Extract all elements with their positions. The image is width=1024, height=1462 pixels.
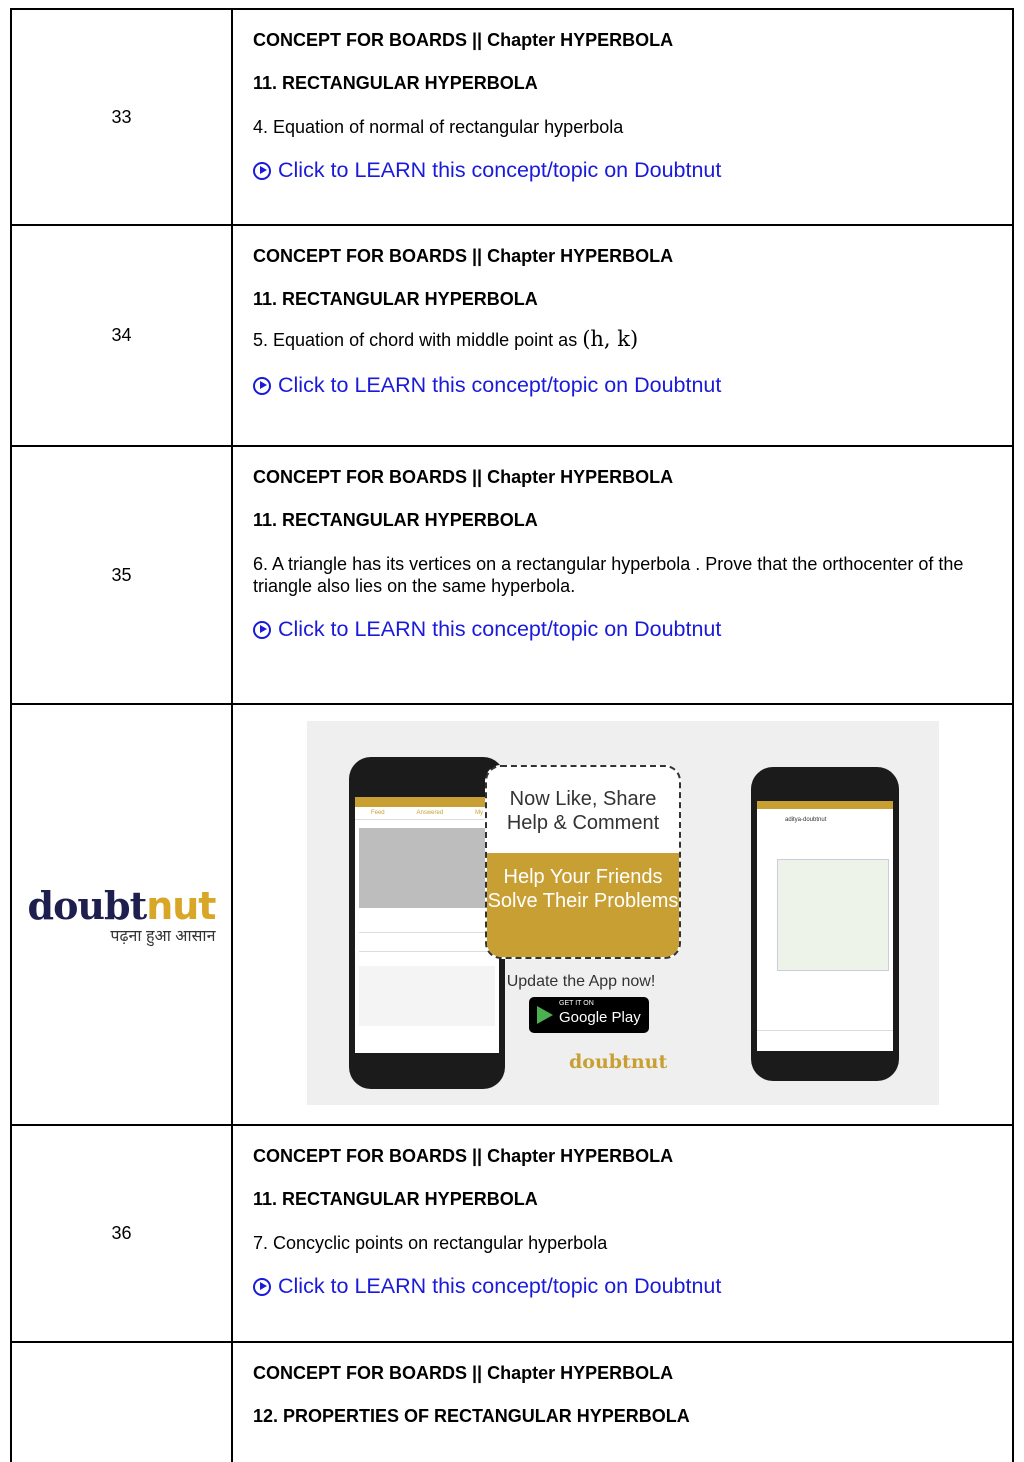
concept-heading: CONCEPT FOR BOARDS || Chapter HYPERBOLA: [253, 467, 674, 487]
question-text: [253, 328, 1012, 351]
concept-heading: CONCEPT FOR BOARDS || Chapter HYPERBOLA: [253, 246, 674, 266]
question-text-body: 5. Equation of chord with middle point as: [253, 330, 578, 350]
google-play-button[interactable]: [529, 997, 649, 1033]
chat-image: [777, 859, 889, 971]
logo-wordmark: [28, 883, 216, 928]
row-content: [232, 225, 1013, 446]
table-row: [11, 1342, 1013, 1462]
learn-link[interactable]: [253, 617, 1012, 642]
play-circle-icon: [253, 162, 271, 180]
tab-my[interactable]: My: [475, 810, 484, 816]
question-image: [359, 828, 495, 908]
table-row: [11, 1125, 1013, 1342]
learn-link-text[interactable]: Click to LEARN this concept/topic on Doubtnut: [278, 617, 722, 641]
question-text: 7. Concyclic points on rectangular hyperbola: [253, 1233, 608, 1253]
table-row: [11, 9, 1013, 225]
topic-heading: 11. RECTANGULAR HYPERBOLA: [253, 1189, 538, 1209]
row-number: 35: [11, 446, 232, 704]
feed-tabs: [355, 807, 499, 820]
tab-answered[interactable]: Answered: [416, 810, 444, 816]
row-number: 33: [11, 9, 232, 225]
row-content: [232, 446, 1013, 704]
row-number: 34: [11, 225, 232, 446]
phone-screen: [355, 797, 499, 1053]
doubtnut-logo: [28, 883, 216, 946]
concept-table: [10, 8, 1014, 1462]
topic-heading: 11. RECTANGULAR HYPERBOLA: [253, 73, 538, 93]
play-circle-icon: [253, 1278, 271, 1296]
banner-brand-logo: doubtnut: [569, 1051, 668, 1073]
learn-link[interactable]: [253, 1274, 1012, 1299]
row-number-cell: [11, 1342, 232, 1462]
topic-heading: 11. RECTANGULAR HYPERBOLA: [253, 510, 538, 530]
row-content: [232, 1342, 1013, 1462]
topic-heading: 11. RECTANGULAR HYPERBOLA: [253, 289, 538, 309]
concept-heading: CONCEPT FOR BOARDS || Chapter HYPERBOLA: [253, 1363, 674, 1383]
phone-mockup-right: [751, 767, 899, 1081]
learn-link-text[interactable]: Click to LEARN this concept/topic on Doubtnut: [278, 1274, 722, 1298]
table-row: [11, 225, 1013, 446]
status-bar: [355, 797, 499, 807]
google-play-icon: [537, 1006, 553, 1024]
learn-link-text[interactable]: Click to LEARN this concept/topic on Doubtnut: [278, 158, 722, 182]
promo-card-bottom: Help Your Friends Solve Their Problems: [487, 853, 679, 957]
status-bar: [757, 801, 893, 809]
logo-wordmark-doubt: doubt: [27, 883, 147, 928]
math-expression: (h, k): [582, 327, 639, 351]
learn-link[interactable]: [253, 373, 1012, 398]
comment-input[interactable]: [757, 1030, 893, 1045]
ad-cell: [232, 704, 1013, 1125]
tab-feed[interactable]: Feed: [370, 810, 385, 816]
app-promo-banner[interactable]: [307, 721, 939, 1105]
phone-mockup-left: [349, 757, 505, 1089]
concept-heading: CONCEPT FOR BOARDS || Chapter HYPERBOLA: [253, 1146, 674, 1166]
logo-cell: [11, 704, 232, 1125]
row-content: [232, 9, 1013, 225]
ad-row: [11, 704, 1013, 1125]
promo-card: [485, 765, 681, 959]
play-circle-icon: [253, 621, 271, 639]
action-bar: [359, 932, 495, 952]
feed-card: [359, 966, 495, 1026]
concept-heading: CONCEPT FOR BOARDS || Chapter HYPERBOLA: [253, 30, 674, 50]
topic-heading: 12. PROPERTIES OF RECTANGULAR HYPERBOLA: [253, 1406, 690, 1426]
play-circle-icon: [253, 377, 271, 395]
update-text: Update the App now!: [506, 973, 656, 990]
chat-username: aditya-doubtnut: [785, 817, 827, 823]
store-name: Google Play: [559, 1009, 641, 1026]
logo-wordmark-nut: nut: [146, 884, 216, 928]
table-row: [11, 446, 1013, 704]
learn-link[interactable]: [253, 158, 1012, 183]
row-number: 36: [11, 1125, 232, 1342]
learn-link-text[interactable]: Click to LEARN this concept/topic on Doubtnut: [278, 373, 722, 397]
phone-screen: [757, 801, 893, 1051]
row-content: [232, 1125, 1013, 1342]
logo-tagline: पढ़ना हुआ आसान: [110, 928, 216, 945]
question-text: 6. A triangle has its vertices on a rectangular hyperbola . Prove that the orthocenter of the triangle also lies on the same hyperbola.: [253, 554, 964, 596]
question-text: 4. Equation of normal of rectangular hyperbola: [253, 117, 624, 137]
promo-card-top: Now Like, Share Help & Comment: [506, 788, 660, 834]
store-caption: GET IT ON: [559, 1000, 594, 1007]
